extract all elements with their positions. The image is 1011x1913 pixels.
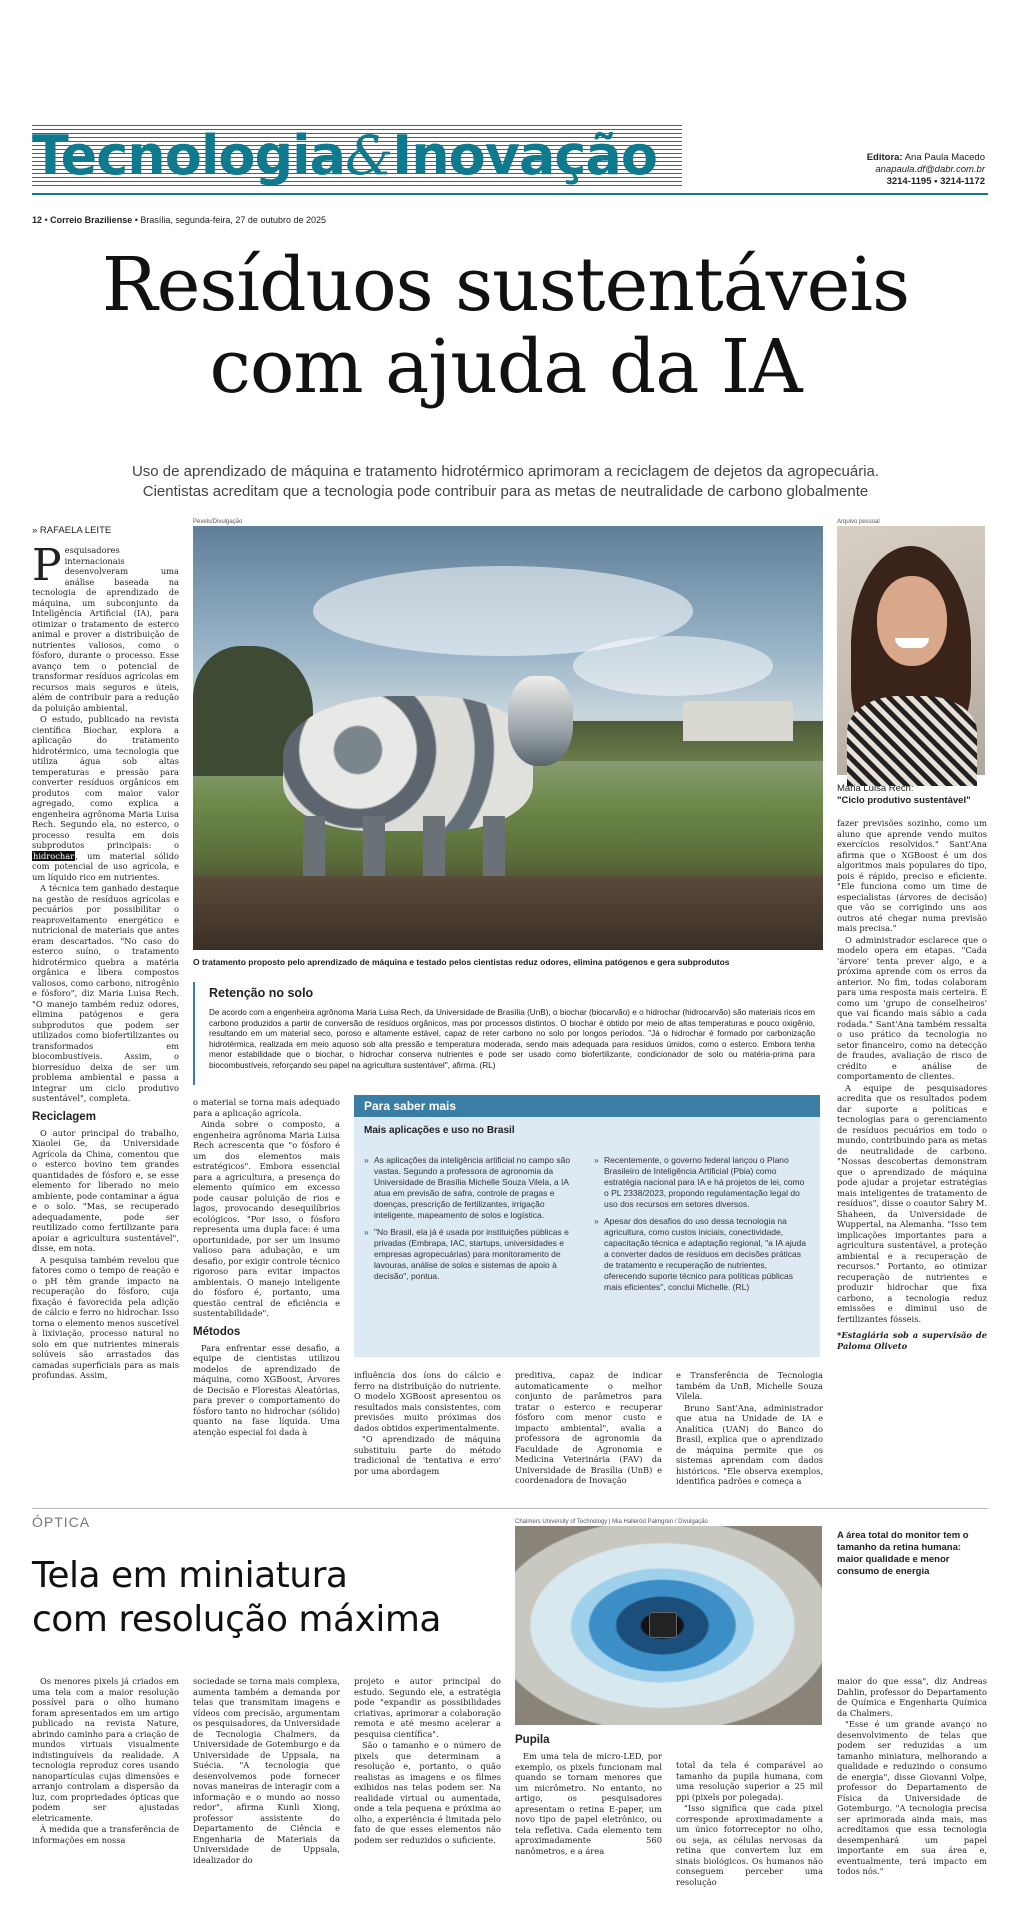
section-title-amp: & xyxy=(345,124,393,187)
box-item-1: » As aplicações da inteligência artificial no campo são vastas. Segundo a professora de agronomia da Universidade de Brasília Michelle Souza Vilela, a IA atua em previsão de safra, controle de pragas e doenças, prescrição de fertilizantes, irrigação inteligente, mapeamento de solos e logística. xyxy=(364,1155,579,1221)
micro-screen xyxy=(649,1612,677,1638)
optics-transfer-paragraph: À medida que a transferência de informações em nossa xyxy=(32,1824,179,1845)
header-rule xyxy=(32,193,988,195)
portrait-caption xyxy=(837,783,987,807)
retention-text: De acordo com a engenheira agrônoma Maria Luisa Rech, da Universidade de Brasília (UnB), o biochar (biocarvão) e o hidrochar (hidrocarvão) são materiais ricos em carbono produzidos a partir de conversão de resíduos orgânicos, mas por processos distintos. O biochar é obtido por meio de altas temperaturas e pouco oxigênio, resultando em um material seco, poroso e altamente estável, capaz de reter carbono no solo por longos períodos. "Já o hidrochar é formado por carbonização hidrotérmica, realizada em meio aquoso sob alta pressão e temperatura moderada, sendo mais adequada para resíduos úmidos, como o esterco. Embora tenha menor estabilidade que o biochar, o hidrochar conserva nutrientes e pode ser usado como biofertilizante, condicionador de solo ou matéria-prima para biocombustíveis, reforçando seu papel na agricultura sustentável", afirma. (RL) xyxy=(209,1008,815,1070)
retention-box xyxy=(193,982,815,1085)
box-item-3: » Recentemente, o governo federal lançou o Plano Brasileiro de Inteligência Artificial (Pbia) como estratégia nacional para IA e há projetos de lei, como o PL 2338/2023, propondo regulamentação legal do uso dos recursos em setores diversos. xyxy=(594,1155,809,1210)
material-paragraph: o material se torna mais adequado para a aplicação agrícola. xyxy=(193,1097,340,1118)
portrait-name: Maria Luisa Rech: xyxy=(837,783,914,794)
subhead-pupila: Pupila xyxy=(515,1734,550,1746)
box-title: Para saber mais xyxy=(354,1095,820,1117)
photo-caption: O tratamento proposto pelo aprendizado de máquina e testado pelos cientistas reduz odores, elimina patógenos e gera subprodutos xyxy=(193,957,730,967)
optics-column-1 xyxy=(32,1676,179,1886)
deck-line-1: Uso de aprendizado de máquina e tratamento hidrotérmico aprimoram a reciclagem de dejetos da agropecuária. xyxy=(131,463,880,480)
optics-column-2 xyxy=(193,1676,340,1886)
main-column-2 xyxy=(193,1097,340,1490)
section-title-tech: Tecnologia xyxy=(32,124,346,187)
stages-paragraph: O administrador esclarece que o modelo opera em etapas. "Cada 'árvore' tenta prever algo, e a próxima aprende com os erros da anterior. No fim, todas colaboram para uma resposta mais certeira. É como um 'grupo de conselheiros' que vai ficando mais sábio a cada rodada." Sant'Ana também ressalta o uso prático da tecnologia no setor financeiro, como na detecção de fraudes, avaliação de risco de crédito e análise de comportamento de clientes. xyxy=(837,934,987,1081)
cow-head xyxy=(508,676,573,766)
phosphorus-paragraph: Ainda sobre o composto, a engenheira agrônoma Maria Luisa Rech acrescenta que "o fósforo é um dos elementos mais estratégicos". Embora essencial para a agricultura, a presença do elemento químico em excesso pode causar poluição de rios e lagos, provocando desequilíbrios ecológicos. "Por isso, o fósforo representa uma dupla face: é uma oportunidade, por ser um insumo valioso para adubação, e um desafio, por exigir controle técnico rigoroso para evitar impactos ambientais. O manejo inteligente do fósforo é, portanto, uma questão central de eficiência e sustentabilidade". xyxy=(193,1119,340,1318)
optics-column-5 xyxy=(676,1760,823,1886)
optics-pixels-paragraph: São o tamanho e o número de pixels que determinam a resolução e, portanto, o quão realistas as imagens e os filmes exibidos nas telas podem ser. Na realidade virtual ou aumentada, onde a tela pequena e próxima ao olho, a experiência é limitada pelo fato de que esses elementos não podem ser reduzidos o suficiente. xyxy=(354,1740,501,1845)
main-column-4 xyxy=(515,1370,662,1490)
photo-credit: Pexels/Divulgação xyxy=(193,519,243,525)
technique-paragraph: A técnica tem ganhado destaque na gestão de resíduos agrícolas e pecuários por possibilitar o reaproveitamento energético e nutricional de materiais que antes eram descartados. "No caso do esterco suíno, o tratamento hidrotérmico quebra a matéria orgânica e libera compostos valiosos, como carbono, nitrogênio e fósforo", diz Maria Luisa Rech. "O manejo também reduz odores, elimina patógenos e gera subprodutos que podem ser utilizados como biofertilizantes ou transformados em biocombustíveis. Assim, o biorresíduo deixa de ser um problema ambiental e passa a integrar um ciclo produtivo sustentável", completa. xyxy=(32,883,179,1103)
headline-line-2: com ajuda da IA xyxy=(209,324,802,410)
lead-paragraph: esquisadores internacionais desenvolveram uma análise baseada na tecnologia de aprendizado de máquina, um subconjunto da Inteligência Artificial (IA), para otimizar o tratamento de esterco animal e prover a distribuição de nutrientes valiosos, como o fósforo, durante o processo. Esse avanço tem o potencial de transformar resíduos agrícolas em recursos mais seguros e úteis, além de contribuir para a redução da poluição ambiental. xyxy=(32,545,179,713)
optics-lead-paragraph: Os menores pixels já criados em uma tela com a maior resolução possível para o olho humano foram apresentados em um artigo publicado na revista Nature, abrindo caminho para a criação de mundos virtuais visualmente indistinguíveis da realidade. A tecnologia reproduz cores usando nanopartículas cujas dimensões e arranjo controlam a dispersão da luz, com propriedades ópticas que podem ser ajustadas eletricamente. xyxy=(32,1676,179,1823)
optics-title-line-1: Tela em miniatura xyxy=(32,1555,348,1596)
editor-email: anapaula.df@dabr.com.br xyxy=(875,164,985,175)
headline-line-1: Resíduos sustentáveis xyxy=(101,242,910,328)
portrait-photo xyxy=(837,526,985,775)
retention-title: Retenção no solo xyxy=(209,986,314,1000)
folio-page: 12 xyxy=(32,215,43,225)
box-item-4: » Apesar dos desafios do uso dessa tecnologia na agricultura, como custos iniciais, conectividade, capacitação técnica e adaptação regional, "a IA ajuda a converter dados de resíduos em decisões práticas de tratamento e recuperação de nutrientes, oferecendo suporte técnico para políticas públicas mais eficientes", conclui Michelle. (RL) xyxy=(594,1216,809,1293)
box-item-2: » "No Brasil, ela já é usada por instituições públicas e privadas (Embrapa, IAC, startups, universidades e empresas agropecuárias) para monitoramento de lavouras, análise de solos e sistemas de apoio à decisão", pontua. xyxy=(364,1227,579,1282)
box-subtitle: Mais aplicações e uso no Brasil xyxy=(364,1125,515,1136)
barn xyxy=(683,701,793,741)
optics-dahlin-paragraph: maior do que essa", diz Andreas Dahlin, professor do Departamento de Química e Engenharia Química da Chalmers. xyxy=(837,1676,987,1718)
predictions-paragraph: fazer previsões sozinho, como um aluno que aprende vendo muitos exercícios resolvidos." Sant'Ana afirma que o XGBoost é um dos algoritmos mais populares do tipo, pois é rápido, preciso e eficiente. "Ele funciona como um time de especialistas (árvores de decisão) que vão se corrigindo uns aos outros até chegar numa previsão mais precisa." xyxy=(837,818,987,933)
optics-project-paragraph: projeto e autor principal do estudo. Segundo ele, a estratégia pode "expandir as possibilidades criativas, aprimorar a colaboração remota e até mesmo acelerar a pesquisa científica". xyxy=(354,1676,501,1739)
main-column-1 xyxy=(32,540,179,1380)
folio-date: • Brasília, segunda-feira, 27 de outubro de 2025 xyxy=(134,215,326,225)
portrait-shoulders xyxy=(847,696,977,786)
portrait-face xyxy=(877,576,947,666)
author-paragraph: O autor principal do trabalho, Xiaolei Ge, da Universidade Agrícola da China, comentou que o esterco bovino tem grandes quantidades de fósforo e, se esse elemento for liberado no meio ambiente, pode contaminar a água e o solo. "Mas, se recuperado adequadamente, pode ser reutilizado como fertilizante para apoiar a agricultura sustentável", disse, em nota. xyxy=(32,1127,179,1253)
predictive-paragraph: preditiva, capaz de indicar automaticamente o melhor conjunto de parâmetros para tratar o esterco e recuperar fósforo com menor custo e impacto ambiental", avalia a professora de agronomia da Faculdade de Agronomia e Medicina Veterinária (FAV) da Universidade de Brasília (UnB) e coordenadora de Inovação xyxy=(515,1370,662,1485)
cow-body xyxy=(283,696,533,831)
folio-paper: Correio Braziliense xyxy=(50,215,133,225)
main-column-right xyxy=(837,818,987,1490)
subhead-reciclagem: Reciclagem xyxy=(32,1110,96,1123)
portrait-smile xyxy=(895,638,929,648)
cloud-2 xyxy=(573,636,773,696)
research-paragraph: A pesquisa também revelou que fatores como o tempo de reação e o pH têm grande impacto na recuperação do fósforo, cuja fixação é favorecida pela adição de cálcio e ferro no hidrochar. Isso torna o elemento menos suscetível à lixiviação, processo natural no solo em que nutrientes minerais solúveis são arrastados das camadas superficiais para as mais profundas. Assim, xyxy=(32,1254,179,1380)
editor-name: Ana Paula Macedo xyxy=(904,152,985,163)
study-paragraph: O estudo, publicado na revista científica Biochar, explora a aplicação do tratamento hidrotérmico, uma tecnologia que utiliza água sob altas temperaturas e pressão para converter resíduos orgânicos em produtos com maior valor agregado, como explica a engenheira agrônoma Maria Luisa Rech. Segundo ela, no esterco, o processo resulta em dois subprodutos principais: o xyxy=(32,714,179,850)
optics-column-6 xyxy=(837,1676,987,1886)
optics-caption: A área total do monitor tem o tamanho da retina humana: maior qualidade e menor consumo de energia xyxy=(837,1530,969,1577)
ml-quote-paragraph: "O aprendizado de máquina substituiu parte do método tradicional de 'tentativa e erro' por uma abordagem xyxy=(354,1434,501,1476)
optics-rule xyxy=(32,1508,988,1509)
editor-label: Editora: xyxy=(866,152,903,163)
optics-photo-credit: Chalmers University of Technology | Mia Halleröd Palmgren / Divulgação xyxy=(515,1519,708,1525)
headline xyxy=(0,244,1011,408)
saber-mais-box xyxy=(354,1095,820,1357)
methods-paragraph: Para enfrentar esse desafio, a equipe de cientistas utilizou modelos de aprendizado de máquina, como XGBoost, Árvores de Decisão e Florestas Aleatórias, para prever o comportamento do fósforo tanto no hidrochar (sólido) quanto na fase líquida. Uma atenção especial foi dada à xyxy=(193,1342,340,1437)
main-column-3 xyxy=(354,1370,501,1490)
optics-column-3 xyxy=(354,1676,501,1886)
eye-photo xyxy=(515,1526,822,1725)
section-title-innov: Inovação xyxy=(392,124,657,187)
optics-title-line-2: com resolução máxima xyxy=(32,1599,441,1640)
deck-line-2: Cientistas acreditam que a tecnologia pode contribuir para as metas de neutralidade de carbono globalmente xyxy=(142,483,869,500)
optics-microled-paragraph: Em uma tela de micro-LED, por exemplo, os pixels funcionam mal quando se tornam menores que um micrômetro. No entanto, no artigo, os pesquisadores apresentam o retina E-paper, um novo tipo de papel eletrônico, ou tela refletiva. Cada elemento tem aproximadamente 560 nanômetros, e a área xyxy=(515,1751,662,1856)
editor-block xyxy=(760,152,985,188)
results-paragraph: A equipe de pesquisadores acredita que os resultados podem dar suporte a políticas e tecnologias para o gerenciamento de resíduos pecuários em todo o mundo, contribuindo para as metas de neutralidade de carbono. "Nossas descobertas demonstram que o aprendizado de máquina pode ajudar a projetar estratégias mais inteligentes de tratamento de resíduos", disse o coautor Sabry M. Shaheen, da Universidade de Wuppertal, na Alemanha. "Isso tem implicações importantes para a agricultura sustentável, a proteção ambiental e a recuperação de recursos." Portanto, ao otimizar recuperação de nutrientes e produzir hidrochar que fixa carbono, a tecnologia reduz emissões e diminui uso de fertilizantes fósseis. xyxy=(837,1082,987,1324)
section-title xyxy=(32,124,657,188)
signature: *Estagiária sob a supervisão de Paloma Oliveto xyxy=(837,1330,987,1351)
tech-transfer-paragraph: e Transferência de Tecnologia também da UnB, Michelle Souza Vilela. xyxy=(676,1370,823,1401)
cow-photo xyxy=(193,526,823,950)
editor-phones: 3214-1195 • 3214-1172 xyxy=(886,176,985,187)
subhead-metodos: Métodos xyxy=(193,1325,241,1338)
optics-society-paragraph: sociedade se torna mais complexa, aumenta também a demanda por telas que transmitam imagens e vídeos com precisão, argumentam os pesquisadores, da Universidade de Tecnologia Chalmers, da Universidade de Gotemburgo e da Universidade de Uppsala, na Suécia. "A tecnologia que desenvolvemos pode fornecer novas maneiras de interagir com a informação e o mundo ao nosso redor", afirma Kunli Xiong, professor assistente do Departamento de Ciência e Engenharia de Materiais da Universidade de Uppsala, idealizador do xyxy=(193,1676,340,1865)
soil xyxy=(193,876,823,950)
optics-area-paragraph: total da tela é comparável ao tamanho da pupila humana, com uma resolução superior a 25 mil ppi (pixels por polegada). xyxy=(676,1760,823,1802)
optics-photoreceptor-paragraph: "Isso significa que cada pixel corresponde aproximadamente a um único fotorreceptor no olho, ou seja, as células nervosas da retina que convertem luz em sinais biológicos. Os humanos não conseguem perceber uma resolução xyxy=(676,1803,823,1887)
main-column-5 xyxy=(676,1370,823,1490)
portrait-credit: Arquivo pessoal xyxy=(837,519,880,525)
optics-title xyxy=(32,1554,441,1642)
deck xyxy=(0,462,1011,502)
hidrochar-highlight: hidrochar xyxy=(33,850,75,861)
optics-volpe-paragraph: "Esse é um grande avanço no desenvolvimento de telas que podem ser reduzidas a um tamanho miniatura, melhorando a qualidade e reduzindo o consumo de energia", disse Giovanni Volpe, professor do Departamento de Física da Universidade de Gotemburgo. "A tecnologia precisa ser aprimorada ainda mais, mas acreditamos que essa tecnologia desempenhará um papel importante em sua área e, eventualmente, terá impacto em todos nós." xyxy=(837,1719,987,1876)
byline: » RAFAELA LEITE xyxy=(32,525,112,536)
folio: 12 • Correio Braziliense • Brasília, segunda-feira, 27 de outubro de 2025 xyxy=(32,215,326,225)
xgboost-paragraph: influência dos íons do cálcio e ferro na distribuição do nutriente. O modelo XGBoost apresentou os resultados mais consistentes, com previsões muito próximas dos dados obtidos experimentalmente. xyxy=(354,1370,501,1433)
dropcap: P xyxy=(32,540,62,591)
optics-column-4 xyxy=(515,1733,662,1886)
portrait-quote: "Ciclo produtivo sustentável" xyxy=(837,795,971,806)
santana-paragraph: Bruno Sant'Ana, administrador que atua na Unidade de IA e Analítica (UAN) do Banco do Brasil, explica que o aprendizado de máquina permite que os sistemas aprendam com dados históricos. "Ele observa exemplos, identifica padrões e começa a xyxy=(676,1402,823,1486)
optics-kicker: ÓPTICA xyxy=(32,1514,91,1530)
study-paragraph-end: , um material sólido com potencial de uso agrícola, e um líquido rico em nutrientes. xyxy=(32,850,179,882)
